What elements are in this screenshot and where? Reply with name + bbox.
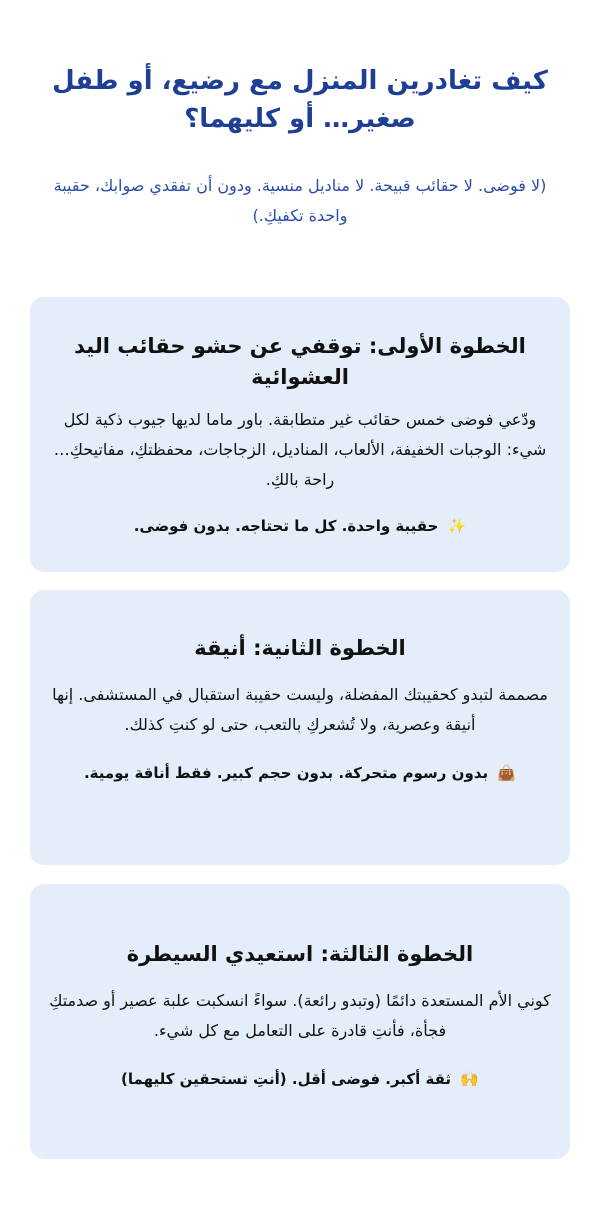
step-body: مصممة لتبدو كحقيبتك المفضلة، وليست حقيبة استقبال في المستشفى. إنها أنيقة وعصرية، ولا تُشعركِ بالتعب، حتى لو كنتِ كذلك. (52, 685, 548, 734)
step-heading: الخطوة الثالثة: استعيدي السيطرة (126, 942, 474, 966)
step-body: كوني الأم المستعدة دائمًا (وتبدو رائعة). سواءً انسكبت علبة عصير أو صدمتكِ فجأة، فأنتِ قادرة على التعامل مع كل شيء. (49, 991, 551, 1040)
step-tagline: حقيبة واحدة. كل ما تحتاجه. بدون فوضى. (133, 517, 439, 535)
step-tagline-row (48, 761, 552, 785)
step-tagline: ثقة أكبر. فوضى أقل. (أنتِ تستحقين كليهما) (121, 1070, 452, 1088)
step-heading: الخطوة الأولى: توقفي عن حشو حقائب اليد العشوائية (74, 334, 526, 389)
step-tagline-row (48, 514, 552, 538)
step-tagline: بدون رسوم متحركة. بدون حجم كبير. فقط أناقة يومية. (83, 764, 489, 782)
page-title: كيف تغادرين المنزل مع رضيع، أو طفل صغير… أو كليهما؟ (52, 66, 548, 134)
step-card-1 (30, 297, 570, 572)
page-subtitle: (لا فوضى. لا حقائب قبيحة. لا مناديل منسية. ودون أن تفقدي صوابك، حقيبة واحدة تكفيكِ.) (53, 176, 547, 225)
raised-hands-icon: 🙌 (460, 1070, 479, 1088)
hero-section (40, 62, 560, 231)
sparkles-icon: ✨ (447, 517, 467, 535)
step-tagline-row (48, 1067, 552, 1091)
step-card-2 (30, 590, 570, 865)
step-body: ودّعي فوضى خمس حقائب غير متطابقة. باور ماما لديها جيوب ذكية لكل شيء: الوجبات الخفيفة، الألعاب، المناديل، الزجاجات، محفظتكِ، مفاتيحكِ… راحة بالكِ. (53, 410, 547, 489)
step-heading: الخطوة الثانية: أنيقة (194, 636, 406, 660)
handbag-icon: 👜 (497, 764, 517, 782)
step-card-3 (30, 884, 570, 1159)
